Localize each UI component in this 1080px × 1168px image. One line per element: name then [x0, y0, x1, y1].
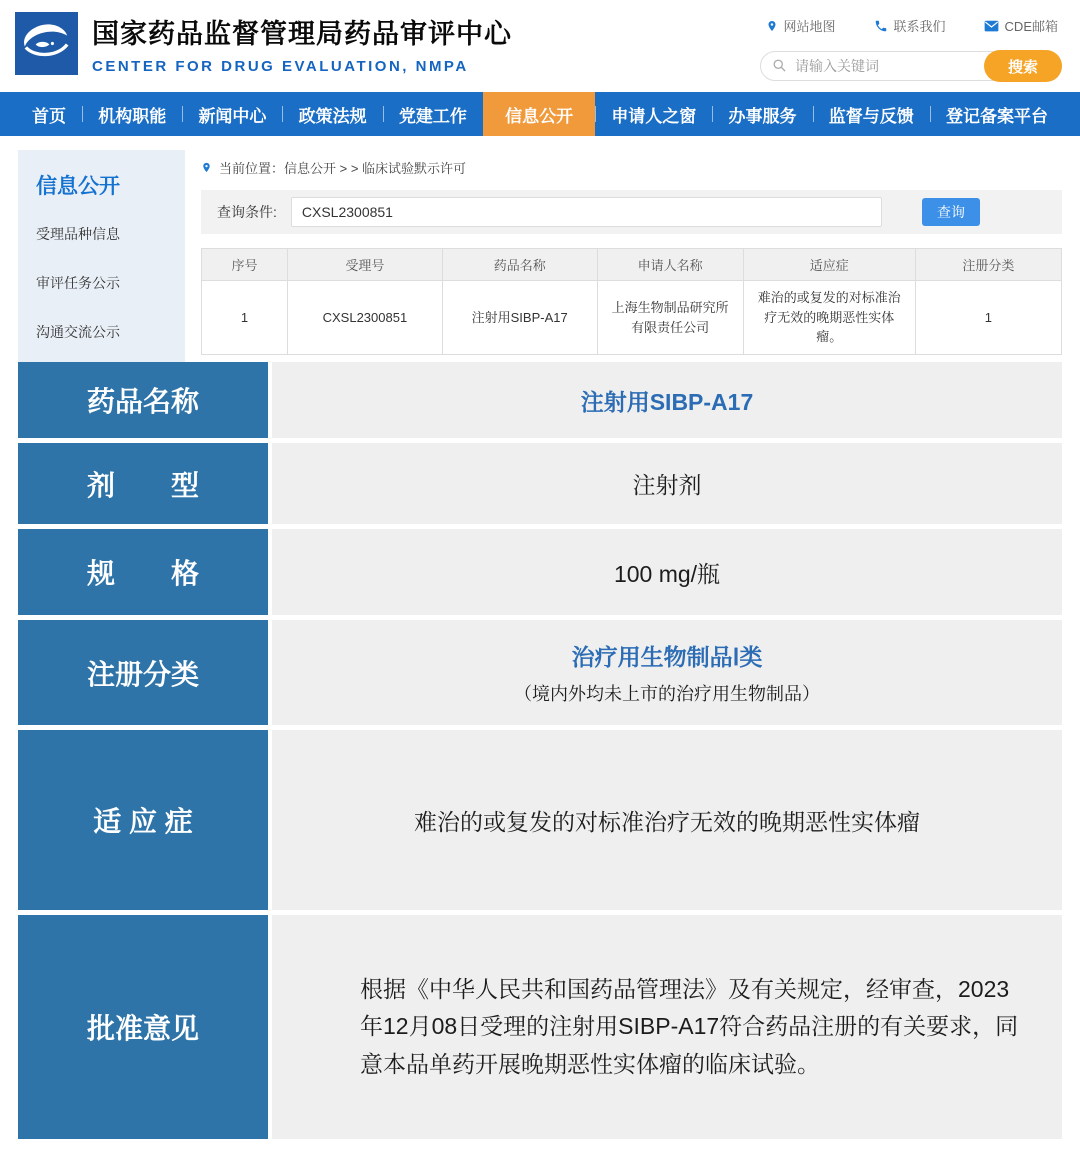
cde-mail-link[interactable]: [984, 16, 1058, 35]
cde-mail-label: CDE邮箱: [1004, 19, 1058, 34]
nav-item-party-building[interactable]: 党建工作: [398, 106, 467, 126]
map-pin-icon: [766, 19, 778, 33]
nav-item-info-disclosure[interactable]: 信息公开: [483, 92, 595, 136]
sidebar-item-accepted-products[interactable]: 受理品种信息: [36, 226, 120, 242]
site-subtitle: CENTER FOR DRUG EVALUATION, NMPA: [92, 58, 469, 75]
nav-item-registration-platform[interactable]: 登记备案平台: [945, 106, 1048, 126]
phone-icon: [874, 19, 888, 33]
detail-value-registration-class: 治疗用生物制品Ⅰ类: [571, 644, 763, 670]
detail-label-dosage-form: 剂 型: [18, 443, 268, 524]
sidebar: [18, 150, 185, 362]
sidebar-item-review-tasks[interactable]: 审评任务公示: [36, 275, 120, 291]
detail-label-drug-name: 药品名称: [18, 362, 268, 438]
detail-value-drug-name: 注射用SIBP-A17: [580, 388, 754, 415]
detail-label-approval-opinion: 批准意见: [18, 915, 268, 1139]
results-header-row: [202, 249, 1062, 281]
detail-value-specification: 100 mg/瓶: [272, 529, 1062, 615]
nav-item-services[interactable]: 办事服务: [728, 106, 797, 126]
cde-logo: [15, 12, 78, 75]
cell-seq: 1: [202, 281, 288, 355]
breadcrumb: [201, 150, 1062, 184]
col-seq: 序号: [202, 249, 288, 281]
contact-link[interactable]: [874, 16, 946, 35]
nav-item-functions[interactable]: 机构职能: [98, 106, 167, 126]
breadcrumb-text: 当前位置：信息公开 > > 临床试验默示许可: [219, 160, 467, 176]
detail-value-dosage-form: 注射剂: [272, 443, 1062, 524]
cell-registration-class: 1: [915, 281, 1061, 355]
cell-drug-name: 注射用SIBP-A17: [442, 281, 597, 355]
search-icon: [772, 58, 787, 73]
site-title: 国家药品监督管理局药品审评中心: [92, 19, 512, 49]
results-table: [201, 248, 1062, 355]
detail-label-indication: 适 应 症: [18, 730, 268, 910]
nav-item-home[interactable]: 首页: [32, 106, 66, 126]
col-indication: 适应症: [743, 249, 915, 281]
col-drug-name: 药品名称: [442, 249, 597, 281]
brand-block: [92, 12, 512, 75]
detail-label-specification: 规 格: [18, 529, 268, 615]
cde-logo-swirl-icon: [15, 12, 78, 75]
search-button[interactable]: 搜索: [984, 50, 1062, 82]
col-applicant: 申请人名称: [597, 249, 743, 281]
col-registration-class: 注册分类: [915, 249, 1061, 281]
query-label: 查询条件:: [217, 204, 277, 220]
detail-label-registration-class: 注册分类: [18, 620, 268, 725]
content-top-section: [18, 150, 1062, 362]
site-header: [0, 0, 1080, 92]
query-panel: [201, 190, 1062, 234]
table-row: [202, 281, 1062, 355]
nav-item-applicant-window[interactable]: 申请人之窗: [611, 106, 697, 126]
location-pin-icon: [201, 161, 212, 174]
main-panel: [201, 150, 1062, 362]
drug-detail-table: [18, 362, 1062, 1139]
main-nav: [0, 92, 1080, 136]
query-button[interactable]: 查询: [922, 198, 980, 226]
mail-icon: [984, 20, 999, 32]
sidebar-item-communication[interactable]: 沟通交流公示: [36, 324, 120, 340]
nav-item-supervision-feedback[interactable]: 监督与反馈: [828, 106, 914, 126]
detail-row-dosage-form: [18, 443, 1062, 524]
sitemap-link[interactable]: [766, 16, 836, 35]
header-search: [760, 50, 1062, 82]
nav-item-policies[interactable]: 政策法规: [298, 106, 367, 126]
cell-applicant: 上海生物制品研究所有限责任公司: [597, 281, 743, 355]
detail-row-approval-opinion: [18, 915, 1062, 1139]
cell-acceptance-no: CXSL2300851: [288, 281, 443, 355]
nav-item-news[interactable]: 新闻中心: [198, 106, 267, 126]
detail-value-indication: 难治的或复发的对标准治疗无效的晚期恶性实体瘤: [272, 730, 1062, 910]
cell-indication: 难治的或复发的对标准治疗无效的晚期恶性实体瘤。: [743, 281, 915, 355]
detail-row-indication: [18, 730, 1062, 910]
sitemap-label: 网站地图: [783, 19, 836, 34]
detail-row-drug-name: [18, 362, 1062, 438]
detail-note-registration-class: （境内外均未上市的治疗用生物制品）: [514, 684, 820, 704]
detail-value-approval-opinion: 根据《中华人民共和国药品管理法》及有关规定，经审查，2023年12月08日受理的注射用SIBP-A17符合药品注册的有关要求，同意本品单药开展晚期恶性实体瘤的临床试验。: [272, 915, 1062, 1139]
contact-label: 联系我们: [893, 19, 946, 34]
header-quick-links: [766, 16, 1058, 35]
sidebar-title: 信息公开: [36, 175, 120, 198]
detail-row-specification: [18, 529, 1062, 615]
query-input[interactable]: [291, 197, 882, 227]
col-acceptance-no: 受理号: [288, 249, 443, 281]
detail-row-registration-class: [18, 620, 1062, 725]
